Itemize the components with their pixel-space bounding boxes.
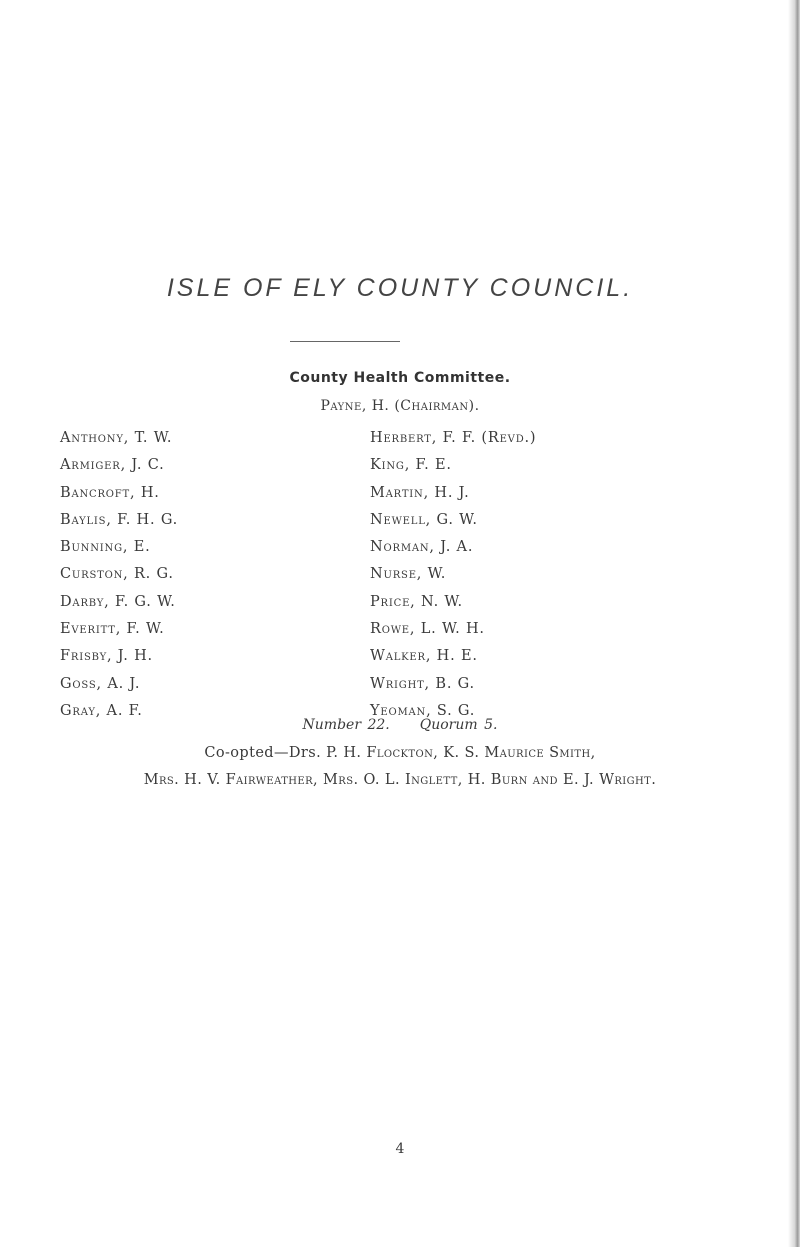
title-divider bbox=[290, 341, 400, 342]
members-left-column bbox=[60, 425, 178, 725]
member-entry: Bancroft, H. bbox=[60, 484, 160, 501]
member-entry: Darby, F. G. W. bbox=[60, 593, 176, 610]
coopted-names: P. H. Flockton, K. S. Maurice Smith, bbox=[326, 745, 596, 761]
member-entry: Anthony, T. W. bbox=[60, 430, 173, 446]
member-entry: Nurse, W. bbox=[370, 566, 447, 583]
member-entry: Norman, J. A. bbox=[370, 539, 474, 556]
member-entry: Baylis, F. H. G. bbox=[60, 511, 179, 528]
member-entry: Armiger, J. C. bbox=[60, 457, 165, 474]
page-title: ISLE OF ELY COUNTY COUNCIL. bbox=[166, 274, 634, 302]
number-quorum-line bbox=[0, 717, 800, 733]
member-entry: Wright, B. G. bbox=[370, 675, 475, 692]
page-number: 4 bbox=[395, 1141, 405, 1157]
member-entry: Price, N. W. bbox=[370, 593, 463, 610]
page-edge-shadow bbox=[788, 0, 800, 1247]
member-entry: Walker, H. E. bbox=[370, 648, 478, 665]
member-entry: Rowe, L. W. H. bbox=[370, 621, 485, 638]
chairman-line: Payne, H. (Chairman). bbox=[320, 398, 480, 414]
member-entry: Frisby, J. H. bbox=[60, 648, 153, 665]
member-entry: Newell, G. W. bbox=[370, 511, 478, 528]
member-entry: Bunning, E. bbox=[60, 539, 151, 556]
coopted-line-1 bbox=[0, 745, 800, 761]
quorum: Quorum 5. bbox=[419, 717, 498, 733]
coopted-prefix: Co-opted—Drs. bbox=[204, 745, 322, 761]
member-entry: Everitt, F. W. bbox=[60, 621, 165, 638]
members-right-column bbox=[370, 425, 536, 725]
member-entry: Yeoman, S. G. bbox=[370, 702, 476, 719]
member-count: Number 22. bbox=[302, 717, 390, 733]
member-entry: Herbert, F. F. (Revd.) bbox=[370, 430, 537, 446]
member-entry: King, F. E. bbox=[370, 457, 452, 474]
member-entry: Goss, A. J. bbox=[60, 675, 141, 692]
committee-heading: County Health Committee. bbox=[289, 370, 511, 386]
coopted-line-2: Mrs. H. V. Fairweather, Mrs. O. L. Inglett, H. Burn and E. J. Wright. bbox=[143, 772, 657, 788]
member-entry: Martin, H. J. bbox=[370, 484, 470, 501]
member-entry: Gray, A. F. bbox=[60, 702, 143, 719]
member-entry: Curston, R. G. bbox=[60, 566, 174, 583]
